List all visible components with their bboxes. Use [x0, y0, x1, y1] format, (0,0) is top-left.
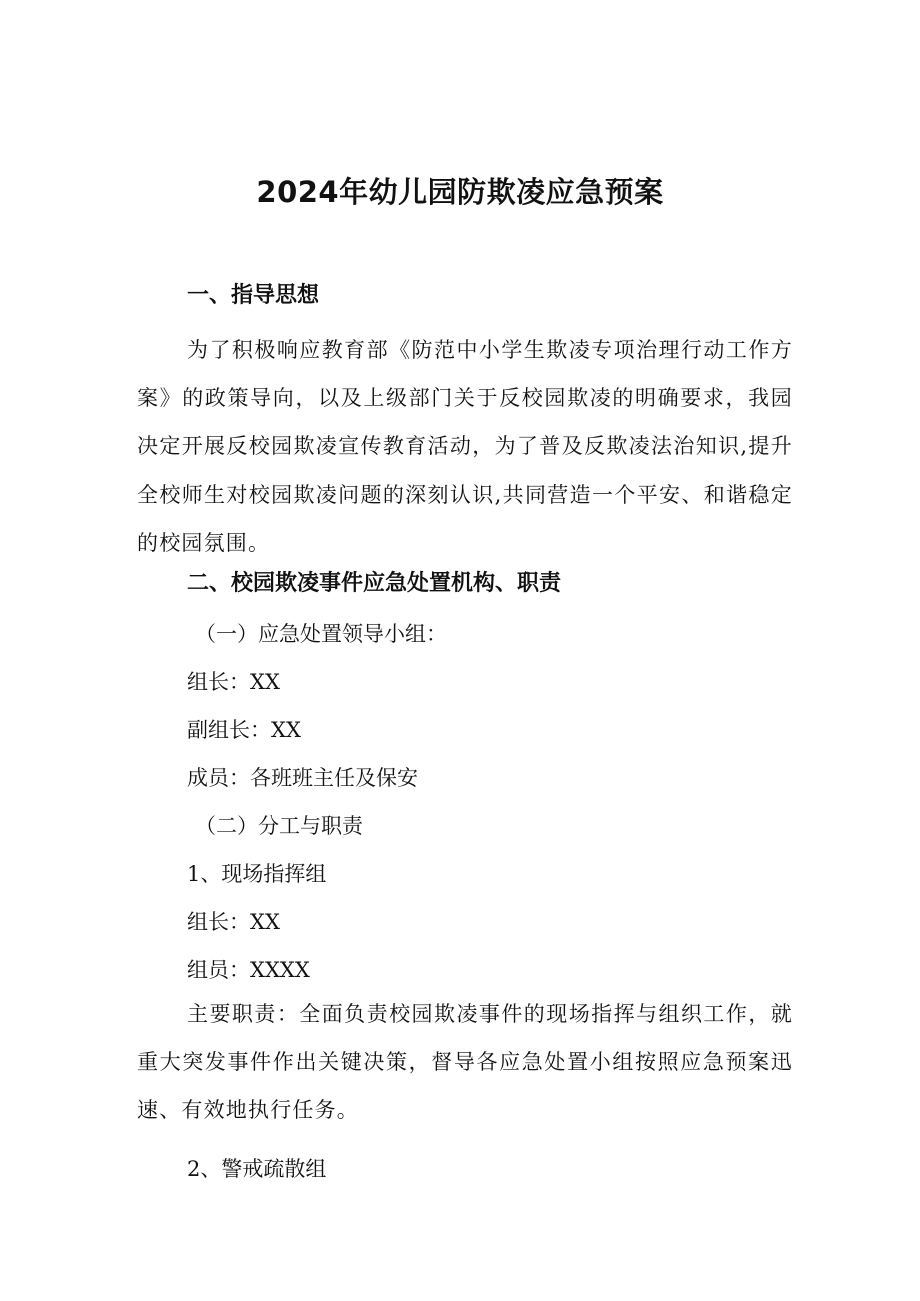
vice-leader-line: 副组长：XX — [187, 718, 301, 742]
group-2-name: 2、警戒疏散组 — [187, 1157, 327, 1181]
section-1-paragraph: 为了积极响应教育部《防范中小学生欺凌专项治理行动工作方案》的政策导向，以及上级部门关于反校园欺凌的明确要求，我园决定开展反校园欺凌宣传教育活动，为了普及反欺凌法治知识,提升全校师生对校园欺凌问题的深刻认识,共同营造一个平安、和谐稳定的校园氛围。 — [137, 338, 793, 555]
subsection-2-heading: （二）分工与职责 — [195, 814, 363, 838]
members-line: 成员：各班班主任及保安 — [187, 766, 418, 790]
section-2-heading: 二、校园欺凌事件应急处置机构、职责 — [187, 571, 562, 596]
group-1-members: 组员：XXXX — [187, 958, 310, 982]
group-1-duties: 主要职责：全面负责校园欺凌事件的现场指挥与组织工作，就重大突发事件作出关键决策，督导各应急处置小组按照应急预案迅速、有效地执行任务。 — [137, 1002, 793, 1123]
group-1-name: 1、现场指挥组 — [187, 862, 327, 886]
subsection-1-heading: （一）应急处置领导小组： — [195, 622, 447, 646]
leader-line: 组长：XX — [187, 670, 280, 694]
document-title: 2024年幼儿园防欺凌应急预案 — [256, 175, 664, 209]
group-1-leader: 组长：XX — [187, 910, 280, 934]
section-1-heading: 一、指导思想 — [187, 283, 320, 308]
